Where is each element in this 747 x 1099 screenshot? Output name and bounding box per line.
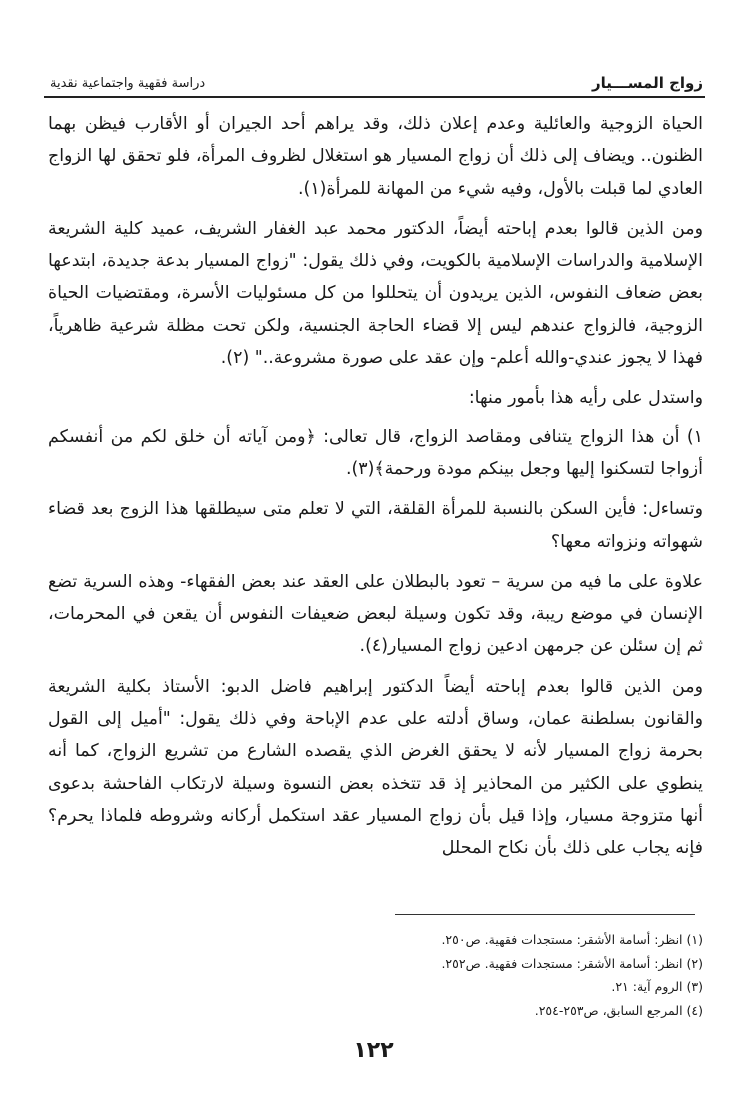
paragraph: ومن الذين قالوا بعدم إباحته أيضاً، الدكتور محمد عبد الغفار الشريف، عميد كلية الشريعة الإسلامية والدراسات الإسلامية بالكويت، وفي ذلك يقول: "زواج المسيار بدعة جديدة، ابتدعها بعض ضعاف النفوس، الذين يريدون أن يتحللوا من كل مسئوليات الأسرة، ومقتضيات الحياة الزوجية، فالزواج عندهم ليس إلا قضاء الحاجة الجنسية، ولكن تحت مظلة شرعية ظاهرياً، فهذا لا يجوز عندي-والله أعلم- وإن عقد على صورة مشروعة.." (٢). [48,218,703,369]
footnotes [48,928,703,1022]
book-subtitle: دراسة فقهية واجتماعية نقدية [50,76,206,91]
body-text [48,108,703,873]
paragraph: علاوة على ما فيه من سرية – تعود بالبطلان على العقد عند بعض الفقهاء- وهذه السرية تضع الإنسان في موضع ريبة، وقد تكون وسيلة لبعض ضعيفات النفوس أن يقعن في المحرمات، ثم إن سئلن عن جرمهن ادعين زواج المسيار(٤). [48,571,703,657]
paragraph: ١) أن هذا الزواج يتنافى ومقاصد الزواج، قال تعالى: ﴿ومن آياته أن خلق لكم من أنفسكم أزواجا لتسكنوا إليها وجعل بينكم مودة ورحمة﴾(٣). [48,426,703,479]
paragraph: ومن الذين قالوا بعدم إباحته أيضاً الدكتور إبراهيم فاضل الدبو: الأستاذ بكلية الشريعة والقانون بسلطنة عمان، وساق أدلته على عدم الإباحة وفي ذلك يقول: "أميل إلى القول بحرمة زواج المسيار لأنه لا يحقق الغرض الذي يقصده الشارع من تشريع الزواج، كما أنه ينطوي على الكثير من المحاذير إذ قد تتخذه بعض النسوة وسيلة لارتكاب الفاحشة بدعوى أنها متزوجة مسيار، وإذا قيل بأن زواج المسيار عقد استكمل أركانه وشروطه فلماذا يحرم؟ فإنه يجاب على ذلك بأن نكاح المحلل [48,676,703,859]
footnote-rule [395,914,695,915]
page-number: ١٢٢ [353,1038,394,1063]
footnote: (١) انظر: أسامة الأشقر: مستجدات فقهية. ص٢٥٠. [441,932,703,947]
paragraph: واستدل على رأيه هذا بأمور منها: [468,388,703,409]
footnote: (٢) انظر: أسامة الأشقر: مستجدات فقهية. ص٢٥٢. [441,955,703,971]
header-rule [44,96,705,98]
paragraph: الحياة الزوجية والعائلية وعدم إعلان ذلك، وقد يراهم أحد الجيران أو الأقارب فيظن بهما الظنون.. ويضاف إلى ذلك أن زواج المسيار هو استغلال لظروف المرأة، فلو تحقق لها الزواج العادي لما قبلت بالأول، وفيه شيء من المهانة للمرأة(١). [48,114,703,199]
running-header [50,74,703,96]
footnote: (٣) الروم آية: ٢١. [611,979,703,994]
footnote: (٤) المرجع السابق، ص٢٥٣-٢٥٤. [534,1002,703,1018]
book-title: زواج المســـيار [592,74,703,92]
paragraph: وتساءل: فأين السكن بالنسبة للمرأة القلقة، التي لا تعلم متى سيطلقها هذا الزوج بعد قضاء شهواته ونزواته معها؟ [48,499,703,552]
